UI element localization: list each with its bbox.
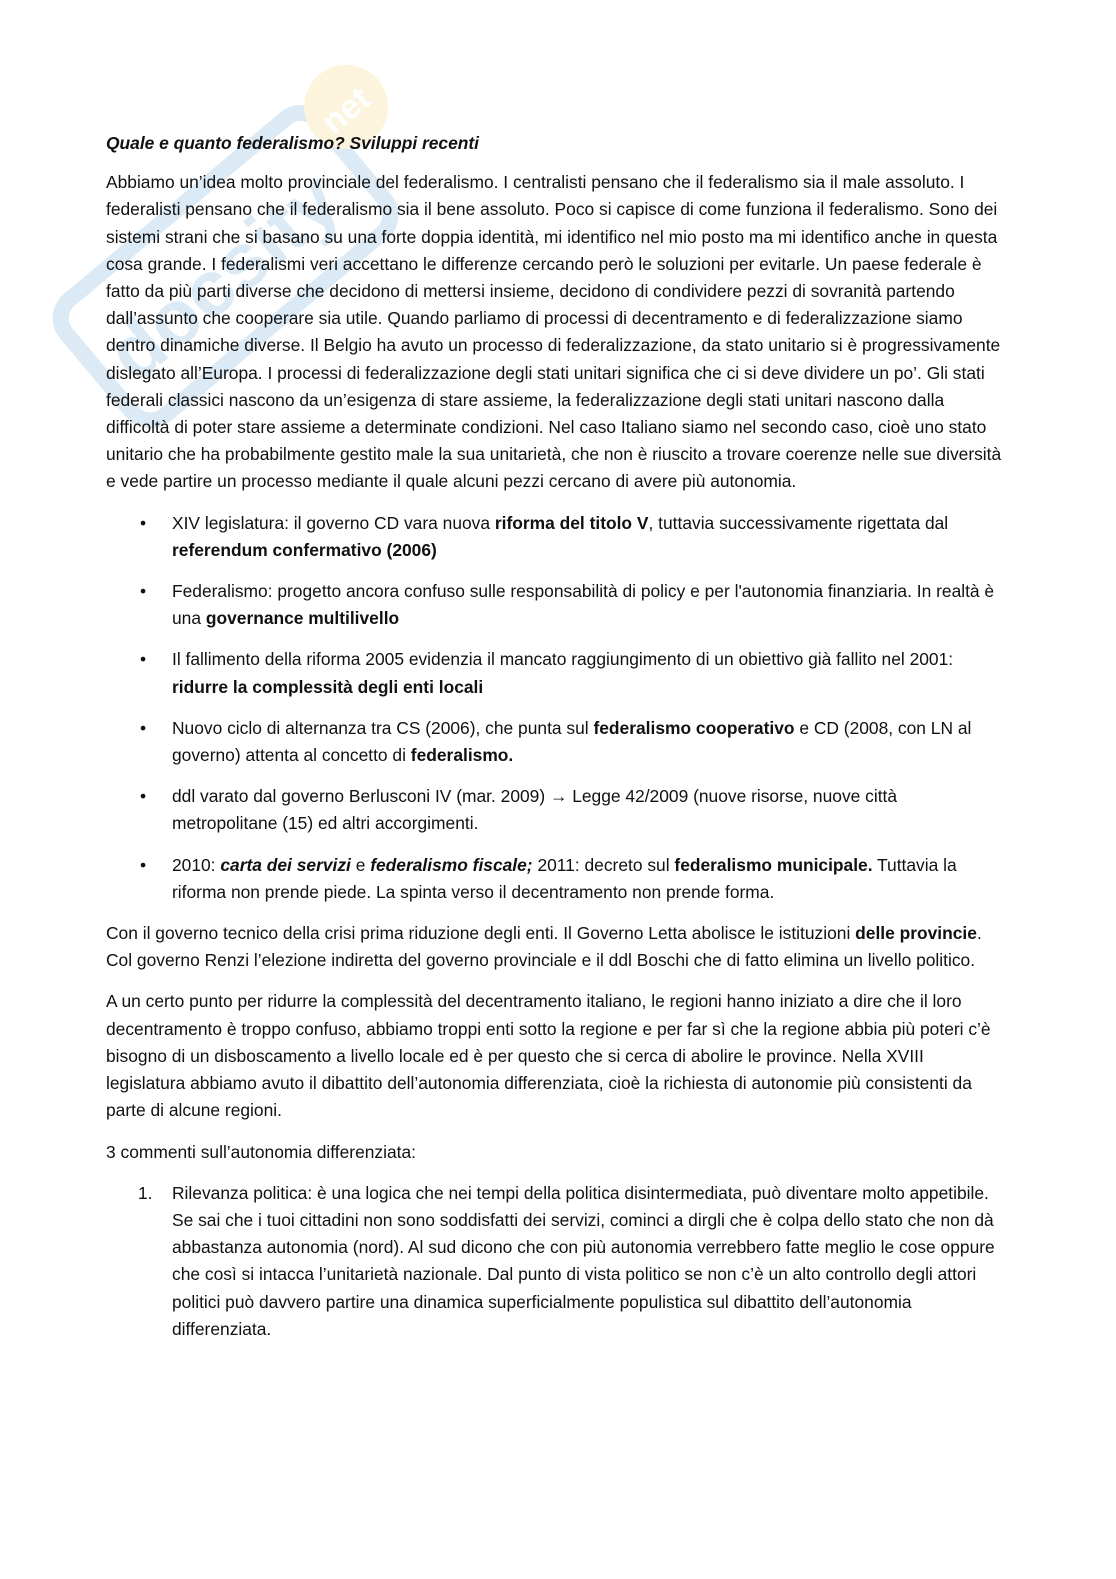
paragraph-regions: A un certo punto per ridurre la complessità del decentramento italiano, le regioni hanno iniziato a dire che il loro decentramento è troppo confuso, abbiamo troppi enti sotto la regione e per far sì che la regione abbia più poteri c’è bisogno di un disboscamento a livello locale ed è per questo che si cerca di abolire le province. Nella XVIII legislatura abbiamo avuto il dibattito dell’autonomia differenziata, cioè la richiesta di autonomie più consistenti da parte di alcune regioni. <box>106 991 991 1121</box>
list-item: • ddl varato dal governo Berlusconi IV (mar. 2009) → Legge 42/2009 (nuove risorse, nuove città metropolitane (15) ed altri accorgimenti. <box>106 783 1004 837</box>
list-item-text: Rilevanza politica: è una logica che nei tempi della politica disintermediata, può diventare molto appetibile. Se sai che i tuoi cittadini non sono soddisfatti dei servizi, cominci a dirgli che è colpa dello stato che non dà abbastanza autonomia (nord). Al sud dicono che con più autonomia verrebbero fatte meglio le cose oppure che così si intacca l’unitarietà nazionale. Dal punto di vista politico se non c’è un alto controllo degli attori politici può davvero partire una dinamica superficialmente populistica sul dibattito dell’autonomia differenziata. <box>172 1182 995 1339</box>
list-item <box>106 1180 1004 1343</box>
watermark-small-text: net <box>314 79 378 142</box>
paragraph-comments-intro: 3 commenti sull’autonomia differenziata: <box>106 1141 416 1162</box>
numbered-list <box>106 1180 1004 1343</box>
list-item: • Il fallimento della riforma 2005 evidenzia il mancato raggiungimento di un obiettivo già fallito nel 2001: ridurre la complessità degli enti locali <box>106 646 1004 700</box>
intro-paragraph: Abbiamo un’idea molto provinciale del federalismo. I centralisti pensano che il federalismo sia il male assoluto. I federalisti pensano che il federalismo sia il bene assoluto. Poco si capisce di come funziona il federalismo. Sono dei sistemi strani che si basano su una forte doppia identità, mi identifico nel mio posto ma mi identifico anche in questa cosa grande. I federalismi veri accettano le differenze cercando però le soluzioni per evitarle. Un paese federale è fatto da più parti diverse che decidono di mettersi insieme, decidono di condividere pezzi di sovranità partendo dall’assunto che cooperare sia utile. Quando parliamo di processi di decentramento e di federalizzazione siamo dentro dinamiche diverse. Il Belgio ha avuto un processo di federalizzazione, da stato unitario si è progressivamente dislegato all’Europa. I processi di federalizzazione degli stati unitari significa che ci si deve dividere un po’. Gli stati federali classici nascono da un’esigenza di stare assieme, la federalizzazione degli stati unitari nascono dalla difficoltà di poter stare assieme a determinate condizioni. Nel caso Italiano siamo nel secondo caso, cioè uno stato unitario che ha probabilmente gestito male la sua unitarietà, che non è riuscito a trovare coerenze nelle sue diversità e vede partire un processo mediante il quale alcuni pezzi cercano di avere più autonomia. <box>106 172 1002 492</box>
list-item: • Federalismo: progetto ancora confuso sulle responsabilità di policy e per l'autonomia finanziaria. In realtà è una governance multilivello <box>106 578 1004 632</box>
list-item: • 2010: carta dei servizi e federalismo fiscale; 2011: decreto sul federalismo municipale. Tuttavia la riforma non prende piede. La spinta verso il decentramento non prende forma. <box>106 852 1004 906</box>
list-item: • XIV legislatura: il governo CD vara nuova riforma del titolo V, tuttavia successivamente rigettata dal referendum confermativo (2006) <box>106 510 1004 564</box>
bullet-list <box>106 510 1004 906</box>
document-page <box>106 130 1004 1343</box>
list-number: 1. <box>138 1182 153 1203</box>
document-title: Quale e quanto federalismo? Sviluppi recenti <box>106 133 480 153</box>
list-item: • Nuovo ciclo di alternanza tra CS (2006), che punta sul federalismo cooperativo e CD (2008, con LN al governo) attenta al concetto di federalismo. <box>106 715 1004 769</box>
paragraph-provinces: Con il governo tecnico della crisi prima riduzione degli enti. Il Governo Letta abolisce le istituzioni delle provincie. Col governo Renzi l’elezione indiretta del governo provinciale e il ddl Boschi che di fatto elimina un livello politico. <box>106 923 982 971</box>
watermark-text: docsity <box>90 155 356 399</box>
